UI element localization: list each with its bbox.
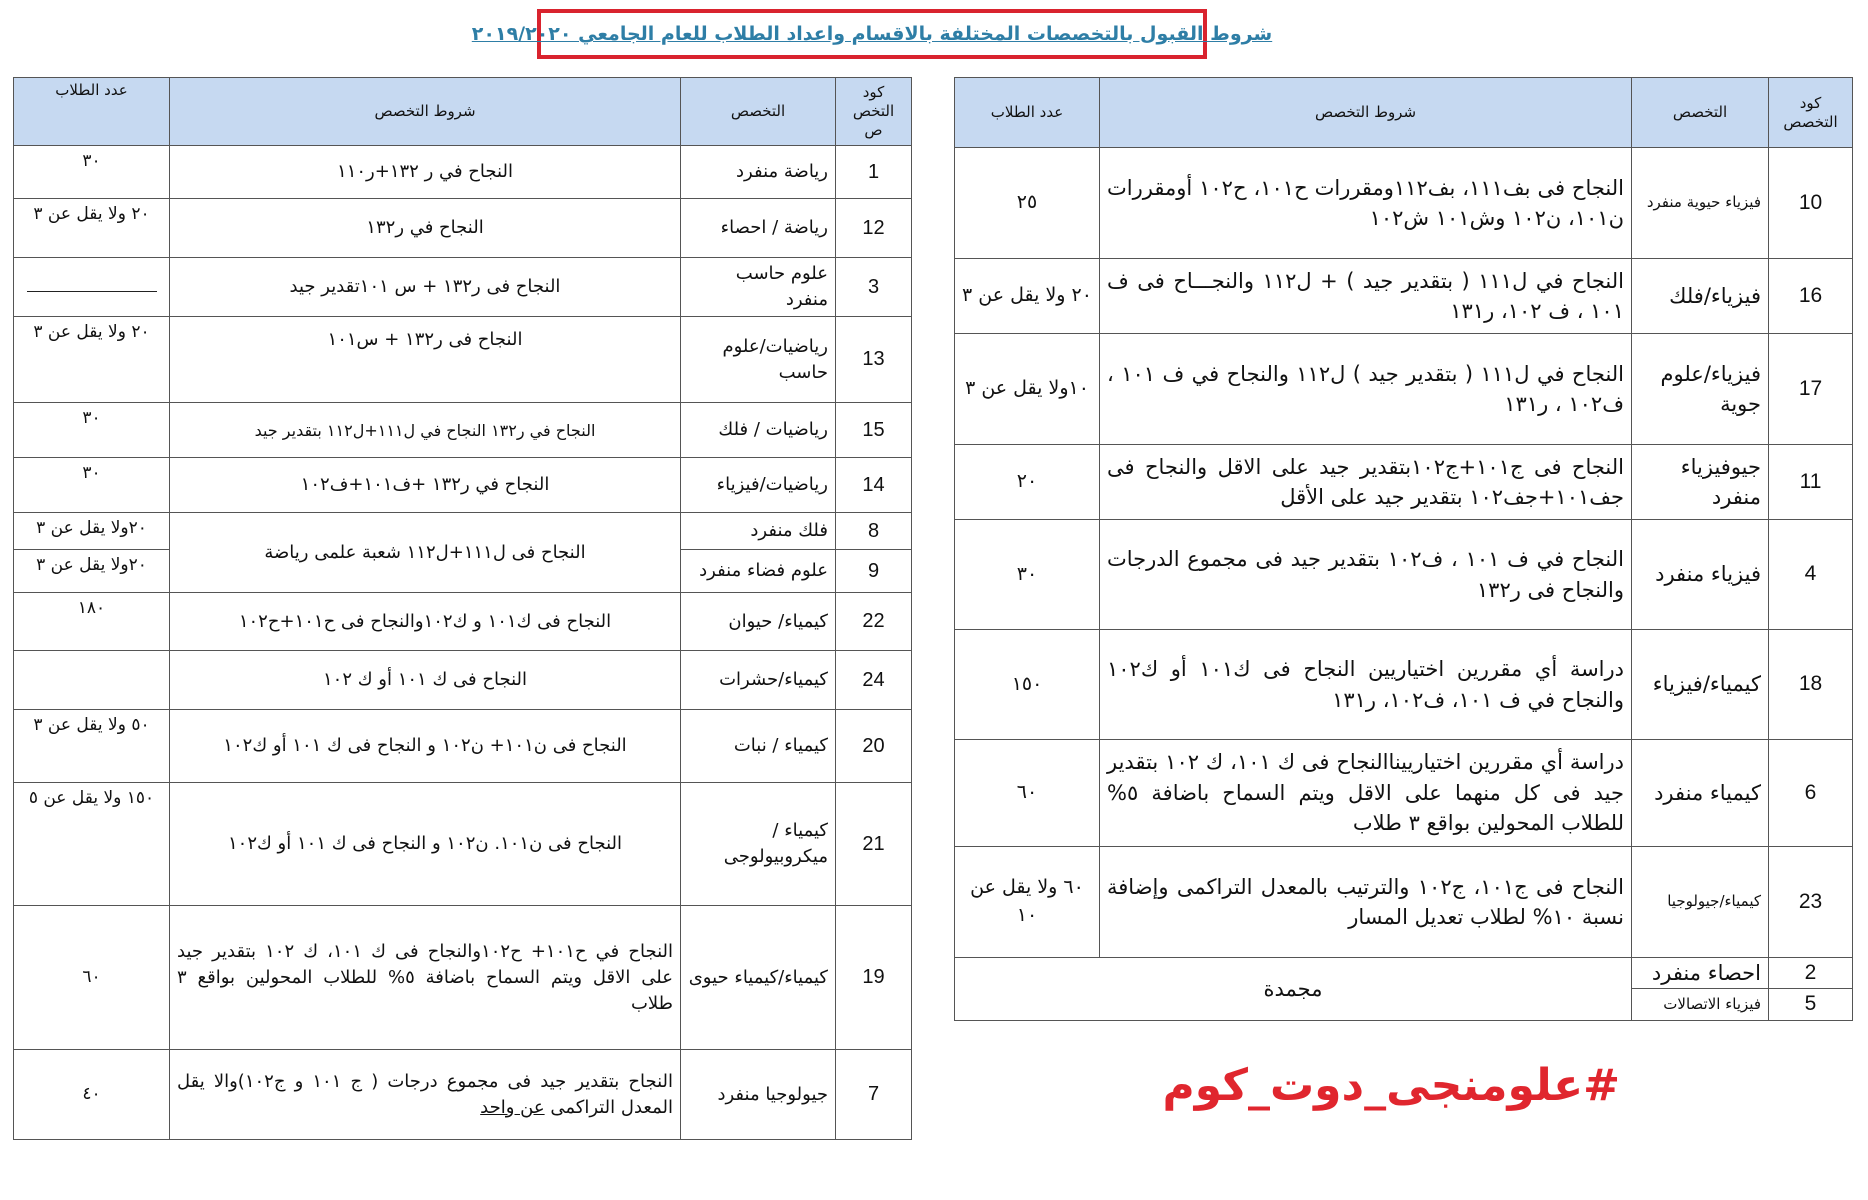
row-condition: دراسة أي مقررين اختياريين النجاح فى ك١٠١ أو ك١٠٢ والنجاح في ف ١٠١، ف١٠٢، ر١٣١ (1100, 630, 1632, 740)
row-count: ٣٠ (14, 403, 170, 458)
row-condition: النجاح فى ر١٣٢ + س١٠١ (170, 317, 681, 403)
row-specialty: فيزياء/علوم جوية (1632, 334, 1769, 445)
row-condition: النجاح في ل١١١ ( بتقدير جيد ) ل١١٢ والنجاح في ف ١٠١ ، ف١٠٢ ، ر١٣١ (1100, 334, 1632, 445)
row-condition: النجاح في ر١٣٢ (170, 199, 681, 258)
table-row (14, 1050, 912, 1140)
row-code: 8 (836, 513, 912, 550)
row-code: 11 (1769, 445, 1853, 520)
row-condition: النجاح فى ل١١١+ل١١٢ شعبة علمى رياضة (170, 513, 681, 593)
row-code: 4 (1769, 520, 1853, 630)
row-specialty: رياضيات/علوم حاسب (681, 317, 836, 403)
row-specialty: فيزياء منفرد (1632, 520, 1769, 630)
row-code: 23 (1769, 847, 1853, 958)
row-count (14, 258, 170, 317)
admission-table-left (13, 77, 912, 1140)
row-code: 10 (1769, 148, 1853, 259)
row-count: ٦٠ (955, 740, 1100, 847)
row-specialty: فيزياء الاتصالات (1632, 989, 1769, 1020)
table-row (14, 403, 912, 458)
table-row (14, 593, 912, 651)
row-code: 5 (1769, 989, 1853, 1020)
site-hashtag: #علومنجى_دوت_كوم (1162, 1060, 1620, 1111)
row-count: ٢٠ ولا يقل عن ٣ (14, 317, 170, 403)
row-code: 20 (836, 710, 912, 783)
row-condition: النجاح في ر١٣٢ النجاح في ل١١١+ل١١٢ بتقدير جيد (170, 403, 681, 458)
row-code: 13 (836, 317, 912, 403)
row-condition: النجاح في ف ١٠١ ، ف١٠٢ بتقدير جيد فى مجموع الدرجات والنجاح فى ر١٣٢ (1100, 520, 1632, 630)
table-row (14, 513, 912, 550)
table-row (14, 458, 912, 513)
row-condition (170, 1050, 681, 1140)
page-title: شروط القبول بالتخصصات المختلفة بالاقسام واعداد الطلاب للعام الجامعي ٢٠١٩/٢٠٢٠ (471, 23, 1273, 45)
row-code: 6 (1769, 740, 1853, 847)
row-specialty: رياضيات/فيزياء (681, 458, 836, 513)
row-count: ٤٠ (14, 1050, 170, 1140)
row-specialty: علوم حاسب منفرد (681, 258, 836, 317)
header-specialty: التخصص (681, 78, 836, 146)
row-specialty: كيمياء /ميكروبيولوجى (681, 783, 836, 906)
row-condition: النجاح في ح١٠١+ ح١٠٢والنجاح فى ك ١٠١، ك ١٠٢ بتقدير جيد على الاقل ويتم السماح باضافة ٥% للطلاب المحولين بواقع ٣ طلاب (170, 906, 681, 1050)
table-row (955, 259, 1853, 334)
row-condition: النجاح فى ج١٠١+ج١٠٢بتقدير جيد على الاقل والنجاح فى جف١٠١+جف١٠٢ بتقدير جيد على الأقل (1100, 445, 1632, 520)
table-row (14, 146, 912, 199)
row-specialty: كيمياء/حشرات (681, 651, 836, 710)
row-condition: النجاح في ر١٣٢ +ف١٠١+ف١٠٢ (170, 458, 681, 513)
row-code: 22 (836, 593, 912, 651)
row-specialty: رياضيات / فلك (681, 403, 836, 458)
table-row (955, 445, 1853, 520)
table-row (955, 958, 1853, 989)
header-code: كود التخص ص (836, 78, 912, 146)
row-specialty: كيمياء / نبات (681, 710, 836, 783)
table-row (14, 258, 912, 317)
row-code: 16 (1769, 259, 1853, 334)
header-conditions: شروط التخصص (1100, 78, 1632, 148)
table-row (14, 651, 912, 710)
row-specialty: فيزياء/فلك (1632, 259, 1769, 334)
frozen-note: مجمدة (955, 958, 1632, 1021)
row-count: ٢٠ولا يقل عن ٣ (14, 550, 170, 593)
row-code: 24 (836, 651, 912, 710)
table-row (955, 520, 1853, 630)
row-specialty: رياضة / احصاء (681, 199, 836, 258)
row-condition: النجاح فى ن١٠١+ ن١٠٢ و النجاح فى ك ١٠١ أو ك١٠٢ (170, 710, 681, 783)
row-specialty: كيمياء/فيزياء (1632, 630, 1769, 740)
row-count: ٦٠ (14, 906, 170, 1050)
row-count: ١٠ولا يقل عن ٣ (955, 334, 1100, 445)
table-row (14, 317, 912, 403)
row-condition: النجاح فى بف١١١، بف١١٢ومقررات ح١٠١، ح١٠٢ أومقررات ن١٠١، ن١٠٢ وش١٠١ ش١٠٢ (1100, 148, 1632, 259)
row-specialty: فيزياء حيوية منفرد (1632, 148, 1769, 259)
row-condition: النجاح فى ج١٠١، ج١٠٢ والترتيب بالمعدل التراكمى وإضافة نسبة ١٠% لطلاب تعديل المسار (1100, 847, 1632, 958)
table-row (955, 334, 1853, 445)
row-specialty: رياضة منفرد (681, 146, 836, 199)
row-specialty: كيمياء/كيمياء حيوى (681, 906, 836, 1050)
table-row (14, 783, 912, 906)
row-code: 9 (836, 550, 912, 593)
row-count (14, 651, 170, 710)
row-condition: دراسة أي مقررين اختيارييناالنجاح فى ك ١٠١، ك ١٠٢ بتقدير جيد فى كل منهما على الاقل ويتم السماح باضافة ٥% للطلاب المحولين بواقع ٣ طلاب (1100, 740, 1632, 847)
condition-text: النجاح بتقدير جيد فى مجموع درجات ( ج ١٠١ و ج١٠٢)والا يقل المعدل التراكمى (177, 1070, 674, 1118)
row-count: ٢٠ ولا يقل عن ٣ (14, 199, 170, 258)
row-count: ٢٠ ولا يقل عن ٣ (955, 259, 1100, 334)
row-code: 12 (836, 199, 912, 258)
header-specialty: التخصص (1632, 78, 1769, 148)
row-code: 2 (1769, 958, 1853, 989)
row-code: 21 (836, 783, 912, 906)
row-code: 15 (836, 403, 912, 458)
row-code: 1 (836, 146, 912, 199)
header-count: عدد الطلاب (955, 78, 1100, 148)
row-count: ٢٠ (955, 445, 1100, 520)
table-row (955, 847, 1853, 958)
table-row (955, 148, 1853, 259)
row-count: ١٥٠ (955, 630, 1100, 740)
row-condition: النجاح في ل١١١ ( بتقدير جيد ) + ل١١٢ والنجـــاح فى ف ١٠١ ، ف ١٠٢، ر١٣١ (1100, 259, 1632, 334)
condition-underlined: عن واحد (480, 1096, 545, 1118)
empty-dash (27, 291, 157, 292)
row-specialty: جيوفيزياء منفرد (1632, 445, 1769, 520)
row-condition: النجاح في ر ١٣٢+ر١١٠ (170, 146, 681, 199)
row-specialty: علوم فضاء منفرد (681, 550, 836, 593)
table-row (14, 906, 912, 1050)
table-row (955, 740, 1853, 847)
row-count: ١٥٠ ولا يقل عن ٥ (14, 783, 170, 906)
row-count: ٦٠ ولا يقل عن ١٠ (955, 847, 1100, 958)
row-condition: النجاح فى ر١٣٢ + س ١٠١تقدير جيد (170, 258, 681, 317)
row-code: 3 (836, 258, 912, 317)
page-title-box (471, 9, 1273, 59)
row-count: ٢٠ولا يقل عن ٣ (14, 513, 170, 550)
row-count: ١٨٠ (14, 593, 170, 651)
row-code: 19 (836, 906, 912, 1050)
row-count: ٣٠ (955, 520, 1100, 630)
row-specialty: كيمياء منفرد (1632, 740, 1769, 847)
row-code: 14 (836, 458, 912, 513)
row-count: ٢٥ (955, 148, 1100, 259)
table-row (955, 630, 1853, 740)
row-code: 17 (1769, 334, 1853, 445)
row-condition: النجاح فى ن١٠١. ن١٠٢ و النجاح فى ك ١٠١ أو ك١٠٢ (170, 783, 681, 906)
row-specialty: جيولوجيا منفرد (681, 1050, 836, 1140)
row-code: 18 (1769, 630, 1853, 740)
row-specialty: كيمياء/ حيوان (681, 593, 836, 651)
header-count: عدد الطلاب (14, 78, 170, 146)
table-row (14, 199, 912, 258)
row-count: ٣٠ (14, 458, 170, 513)
admission-table-right (954, 77, 1853, 1021)
header-conditions: شروط التخصص (170, 78, 681, 146)
header-code: كود التخصص (1769, 78, 1853, 148)
row-count: ٥٠ ولا يقل عن ٣ (14, 710, 170, 783)
row-condition: النجاح فى ك ١٠١ أو ك ١٠٢ (170, 651, 681, 710)
row-condition: النجاح فى ك١٠١ و ك١٠٢والنجاح فى ح١٠١+ح١٠٢ (170, 593, 681, 651)
table-row (14, 710, 912, 783)
row-count: ٣٠ (14, 146, 170, 199)
row-specialty: كيمياء/جيولوجيا (1632, 847, 1769, 958)
row-specialty: فلك منفرد (681, 513, 836, 550)
row-code: 7 (836, 1050, 912, 1140)
row-specialty: احصاء منفرد (1632, 958, 1769, 989)
